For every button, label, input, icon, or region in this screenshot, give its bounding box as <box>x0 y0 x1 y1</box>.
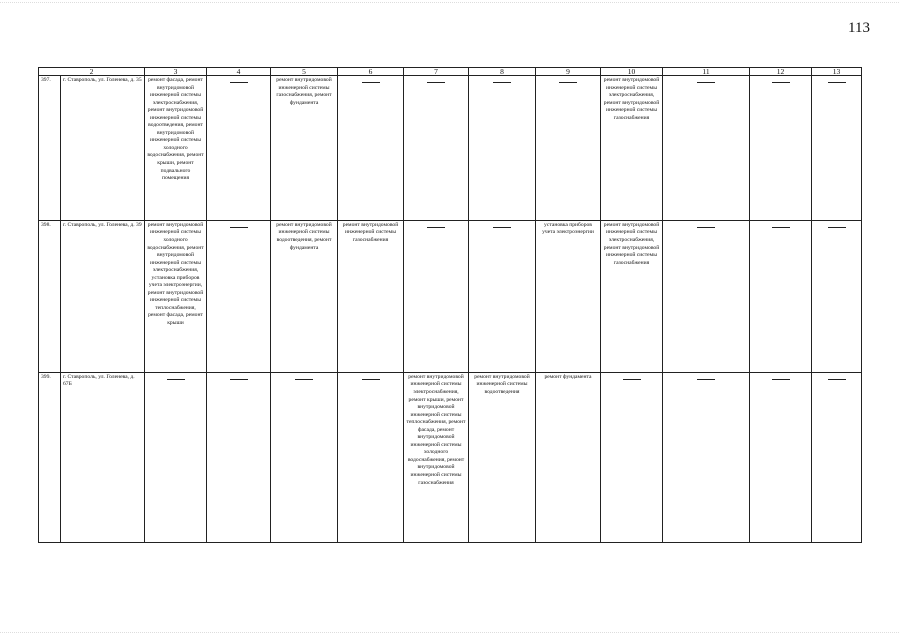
dash-mark <box>623 379 641 380</box>
table-row <box>39 372 862 542</box>
dash-mark <box>362 82 380 83</box>
row-cell-empty <box>663 372 750 542</box>
column-header-2: 2 <box>39 68 145 76</box>
row-cell-empty <box>812 220 862 372</box>
column-header-8: 8 <box>469 68 536 76</box>
row-cell-empty <box>207 76 271 221</box>
row-cell: ремонт внутридомовой инженерной системы водоотведения, ремонт фундамента <box>271 220 338 372</box>
column-header-13: 13 <box>812 68 862 76</box>
column-header-6: 6 <box>338 68 404 76</box>
row-number: 397. <box>39 76 61 221</box>
row-cell-empty <box>145 372 207 542</box>
dash-mark <box>828 82 846 83</box>
dash-mark <box>772 82 790 83</box>
row-cell-empty <box>536 76 601 221</box>
row-cell-empty <box>404 76 469 221</box>
row-cell-empty <box>812 76 862 221</box>
dash-mark <box>828 227 846 228</box>
row-address: г. Ставрополь, ул. Голенева, д. 39 <box>61 220 145 372</box>
dash-mark <box>362 379 380 380</box>
column-header-9: 9 <box>536 68 601 76</box>
row-cell-empty <box>663 76 750 221</box>
row-address: г. Ставрополь, ул. Голенева, д. 35 <box>61 76 145 221</box>
row-address: г. Ставрополь, ул. Голенева, д. 67Б <box>61 372 145 542</box>
dash-mark <box>828 379 846 380</box>
column-number-row <box>39 68 862 76</box>
scan-edge-bottom <box>0 632 899 634</box>
row-cell-empty <box>663 220 750 372</box>
row-cell-empty <box>404 220 469 372</box>
dash-mark <box>427 82 445 83</box>
scan-edge-top <box>0 2 899 4</box>
row-cell-empty <box>750 220 812 372</box>
row-cell-empty <box>338 372 404 542</box>
row-cell: ремонт внутридомовой инженерной системы электроснабжения, ремонт внутридомовой инженерной системы газоснабжения <box>601 220 663 372</box>
row-cell: ремонт внутридомовой инженерной системы водоотведения <box>469 372 536 542</box>
row-cell: ремонт внутридомовой инженерной системы газоснабжения <box>338 220 404 372</box>
dash-mark <box>697 227 715 228</box>
row-cell: установка приборов учета электроэнергии <box>536 220 601 372</box>
row-number: 399. <box>39 372 61 542</box>
row-number: 398. <box>39 220 61 372</box>
row-cell-empty <box>601 372 663 542</box>
page-number: 113 <box>848 20 870 36</box>
dash-mark <box>559 82 577 83</box>
dash-mark <box>230 379 248 380</box>
repair-program-table <box>38 67 862 543</box>
row-cell-empty <box>271 372 338 542</box>
row-cell: ремонт внутридомовой инженерной системы газоснабжения, ремонт фундамента <box>271 76 338 221</box>
row-cell: ремонт внутридомовой инженерной системы электроснабжения, ремонт внутридомовой инженерной системы газоснабжения <box>601 76 663 221</box>
row-cell-empty <box>207 220 271 372</box>
column-header-5: 5 <box>271 68 338 76</box>
row-cell-empty <box>750 76 812 221</box>
column-header-4: 4 <box>207 68 271 76</box>
row-cell-empty <box>338 76 404 221</box>
row-cell-empty <box>750 372 812 542</box>
column-header-7: 7 <box>404 68 469 76</box>
row-cell: ремонт внутридомовой инженерной системы холодного водоснабжения, ремонт внутридомовой инженерной системы электроснабжения, установка приборов учета электроэнергии, ремонт внутридомовой инженерной системы теплоснабжения, ремонт фасада, ремонт крыши <box>145 220 207 372</box>
dash-mark <box>697 82 715 83</box>
row-cell-empty <box>812 372 862 542</box>
dash-mark <box>427 227 445 228</box>
row-cell: ремонт внутридомовой инженерной системы электроснабжения, ремонт крыши, ремонт внутридомовой инженерной системы теплоснабжения, ремонт фасада, ремонт внутридомовой инженерной системы холодного водоснабжения, ремонт внутридомовой инженерной системы газоснабжения <box>404 372 469 542</box>
row-cell-empty <box>469 220 536 372</box>
dash-mark <box>230 82 248 83</box>
dash-mark <box>493 227 511 228</box>
dash-mark <box>493 82 511 83</box>
row-cell: ремонт фасада, ремонт внутридомовой инженерной системы электроснабжения, ремонт внутридомовой инженерной системы водоотведения, ремонт внутридомовой инженерной системы холодного водоснабжения, ремонт крыши, ремонт подвального помещения <box>145 76 207 221</box>
dash-mark <box>295 379 313 380</box>
row-cell-empty <box>207 372 271 542</box>
column-header-3: 3 <box>145 68 207 76</box>
column-header-11: 11 <box>663 68 750 76</box>
dash-mark <box>697 379 715 380</box>
table-row <box>39 220 862 372</box>
dash-mark <box>772 227 790 228</box>
row-cell-empty <box>469 76 536 221</box>
dash-mark <box>772 379 790 380</box>
dash-mark <box>230 227 248 228</box>
dash-mark <box>167 379 185 380</box>
table-row <box>39 76 862 221</box>
row-cell: ремонт фундамента <box>536 372 601 542</box>
column-header-10: 10 <box>601 68 663 76</box>
column-header-12: 12 <box>750 68 812 76</box>
